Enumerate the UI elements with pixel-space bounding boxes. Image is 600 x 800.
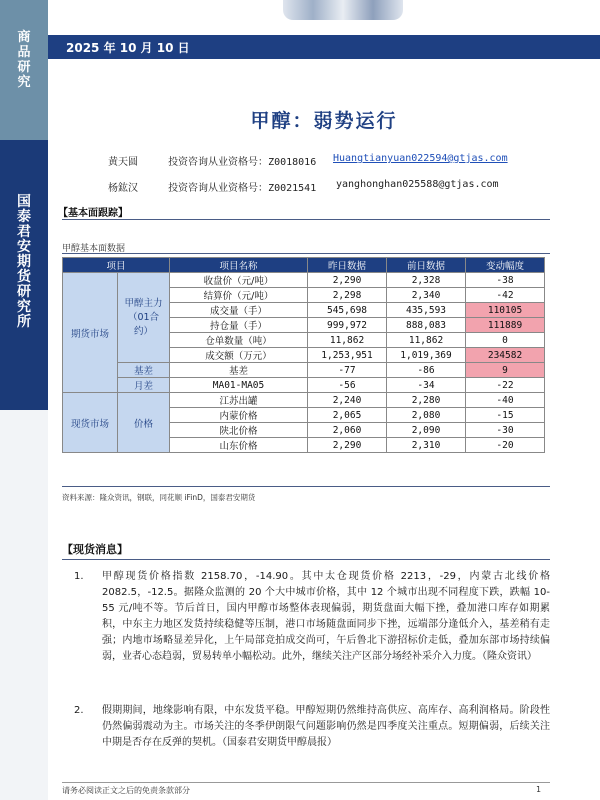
row-name: 收盘价（元/吨） [170, 273, 308, 288]
group-price: 价格 [118, 393, 170, 453]
author-email-1[interactable]: Huangtianyuan022594@gtjas.com [333, 153, 508, 164]
row-yesterday: 2,060 [308, 423, 387, 438]
row-yesterday: -77 [308, 363, 387, 378]
row-change: 0 [466, 333, 545, 348]
row-prior: 2,080 [387, 408, 466, 423]
table-row [63, 363, 545, 378]
row-prior: 11,862 [387, 333, 466, 348]
row-name: 结算价（元/吨） [170, 288, 308, 303]
row-change: 234582 [466, 348, 545, 363]
news-item-2 [74, 703, 550, 751]
row-change: -42 [466, 288, 545, 303]
report-title: 甲醇：弱势运行 [250, 110, 398, 132]
row-prior: 888,083 [387, 318, 466, 333]
author-line-1 [108, 153, 316, 168]
row-change: -20 [466, 438, 545, 453]
section-divider [62, 219, 550, 220]
row-name: 江苏出罐 [170, 393, 308, 408]
news-divider [62, 559, 550, 560]
row-prior: 2,280 [387, 393, 466, 408]
table-header-row [63, 258, 545, 273]
qualification-label: 投资咨询从业资格号： [168, 183, 269, 194]
fundamentals-section-label: 【基本面跟踪】 [58, 208, 128, 219]
group-spread: 月差 [118, 378, 170, 393]
row-name: MA01-MA05 [170, 378, 308, 393]
row-prior: 435,593 [387, 303, 466, 318]
row-name: 成交额（万元） [170, 348, 308, 363]
row-change: -22 [466, 378, 545, 393]
row-name: 仓单数量（吨） [170, 333, 308, 348]
row-yesterday: 1,253,951 [308, 348, 387, 363]
header-change: 变动幅度 [466, 258, 545, 273]
date-bar [48, 35, 600, 59]
sidebar-lower-block [0, 410, 48, 800]
news-item-text: 假期期间，地缘影响有限，中东发货平稳。甲醇短期仍然维持高供应、高库存、高利润格局。阶段性仍然偏弱震动为主。市场关注的冬季伊朗限气问题影响仍然是四季度关注重点。短期偏弱，后续关注中期是否存在反弹的契机。（国泰君安期货甲醇晨报） [102, 705, 550, 748]
group-basis: 基差 [118, 363, 170, 378]
row-yesterday: 999,972 [308, 318, 387, 333]
report-date: 2025 年 10 月 10 日 [66, 41, 190, 55]
sidebar-institute-label: 国 泰 君 安 期 货 研 究 所 [17, 194, 31, 330]
qualification-number: Z0018016 [268, 157, 317, 168]
author-line-2 [108, 179, 316, 194]
row-change: 110105 [466, 303, 545, 318]
page-number: 1 [536, 785, 542, 794]
row-name: 山东价格 [170, 438, 308, 453]
header-name: 项目名称 [170, 258, 308, 273]
news-item-text: 甲醇现货价格指数 2158.70，-14.90。其中太仓现货价格 2213，-29，内蒙古北线价格 2082.5，-12.5。据隆众监测的 20 个大中城市价格，其中 12 个城市出现不同程度下跌，跌幅 10-55 元/吨不等。节后首日，国内甲醇市场整体表现偏弱，期货盘面大幅下挫，叠加港口库存如期累积，中东主力地区发货持续稳健等压制，港口市场随盘面同步下挫，远端部分逢低介入，基差稍有走强；内地市场略显差异化，上午局部竞拍成交尚可，午后鲁北下游招标价走低，叠加东部市场持续偏弱，业者心态趋弱，贸易转单小幅松动。此外，继续关注产区部分场经补采介入力度。（隆众资讯） [102, 571, 550, 662]
row-change: -40 [466, 393, 545, 408]
row-name: 陕北价格 [170, 423, 308, 438]
header-logo-icon [283, 0, 403, 20]
group-spot-market: 现货市场 [63, 393, 118, 453]
group-futures-market: 期货市场 [63, 273, 118, 393]
row-prior: 2,310 [387, 438, 466, 453]
sidebar [0, 0, 48, 800]
qualification-number: Z0021541 [268, 183, 317, 194]
row-yesterday: 545,698 [308, 303, 387, 318]
row-prior: 2,090 [387, 423, 466, 438]
row-yesterday: 2,065 [308, 408, 387, 423]
row-change: 111889 [466, 318, 545, 333]
row-name: 持仓量（手） [170, 318, 308, 333]
row-yesterday: -56 [308, 378, 387, 393]
header-prior: 前日数据 [387, 258, 466, 273]
author-name: 黄天圆 [108, 157, 138, 168]
row-name: 成交量（手） [170, 303, 308, 318]
header-band [48, 0, 600, 35]
row-prior: -34 [387, 378, 466, 393]
row-yesterday: 2,240 [308, 393, 387, 408]
row-prior: 2,340 [387, 288, 466, 303]
table-row [63, 378, 545, 393]
table-bottom-divider [62, 486, 550, 487]
caption-divider [62, 253, 550, 254]
news-item-1 [74, 569, 550, 665]
row-name: 内蒙价格 [170, 408, 308, 423]
footer-disclaimer: 请务必阅读正文之后的免责条款部分 [62, 786, 190, 795]
row-prior: 2,328 [387, 273, 466, 288]
sidebar-section-label: 商 品 研 究 [17, 30, 31, 90]
row-prior: 1,019,369 [387, 348, 466, 363]
author-email-2[interactable]: yanghonghan025588@gtjas.com [336, 179, 499, 190]
header-yesterday: 昨日数据 [308, 258, 387, 273]
row-yesterday: 2,298 [308, 288, 387, 303]
author-name: 杨鈜汉 [108, 183, 138, 194]
footer-divider [62, 782, 550, 783]
row-yesterday: 2,290 [308, 273, 387, 288]
fundamentals-table [62, 257, 545, 453]
news-section-label: 【现货消息】 [62, 543, 128, 556]
table-row [63, 393, 545, 408]
row-change: 9 [466, 363, 545, 378]
table-row [63, 273, 545, 288]
row-change: -15 [466, 408, 545, 423]
data-source-note: 资料来源：隆众资讯，钢联，同花顺 iFinD，国泰君安期货 [62, 493, 256, 502]
header-item: 项目 [63, 258, 170, 273]
row-change: -30 [466, 423, 545, 438]
table-caption: 甲醇基本面数据 [62, 244, 126, 254]
group-main-contract: 甲醇主力（01合约） [118, 273, 170, 363]
row-prior: -86 [387, 363, 466, 378]
qualification-label: 投资咨询从业资格号： [168, 157, 269, 168]
row-name: 基差 [170, 363, 308, 378]
row-change: -38 [466, 273, 545, 288]
news-item-number: 1. [74, 571, 84, 582]
row-yesterday: 2,290 [308, 438, 387, 453]
row-yesterday: 11,862 [308, 333, 387, 348]
news-item-number: 2. [74, 705, 84, 716]
